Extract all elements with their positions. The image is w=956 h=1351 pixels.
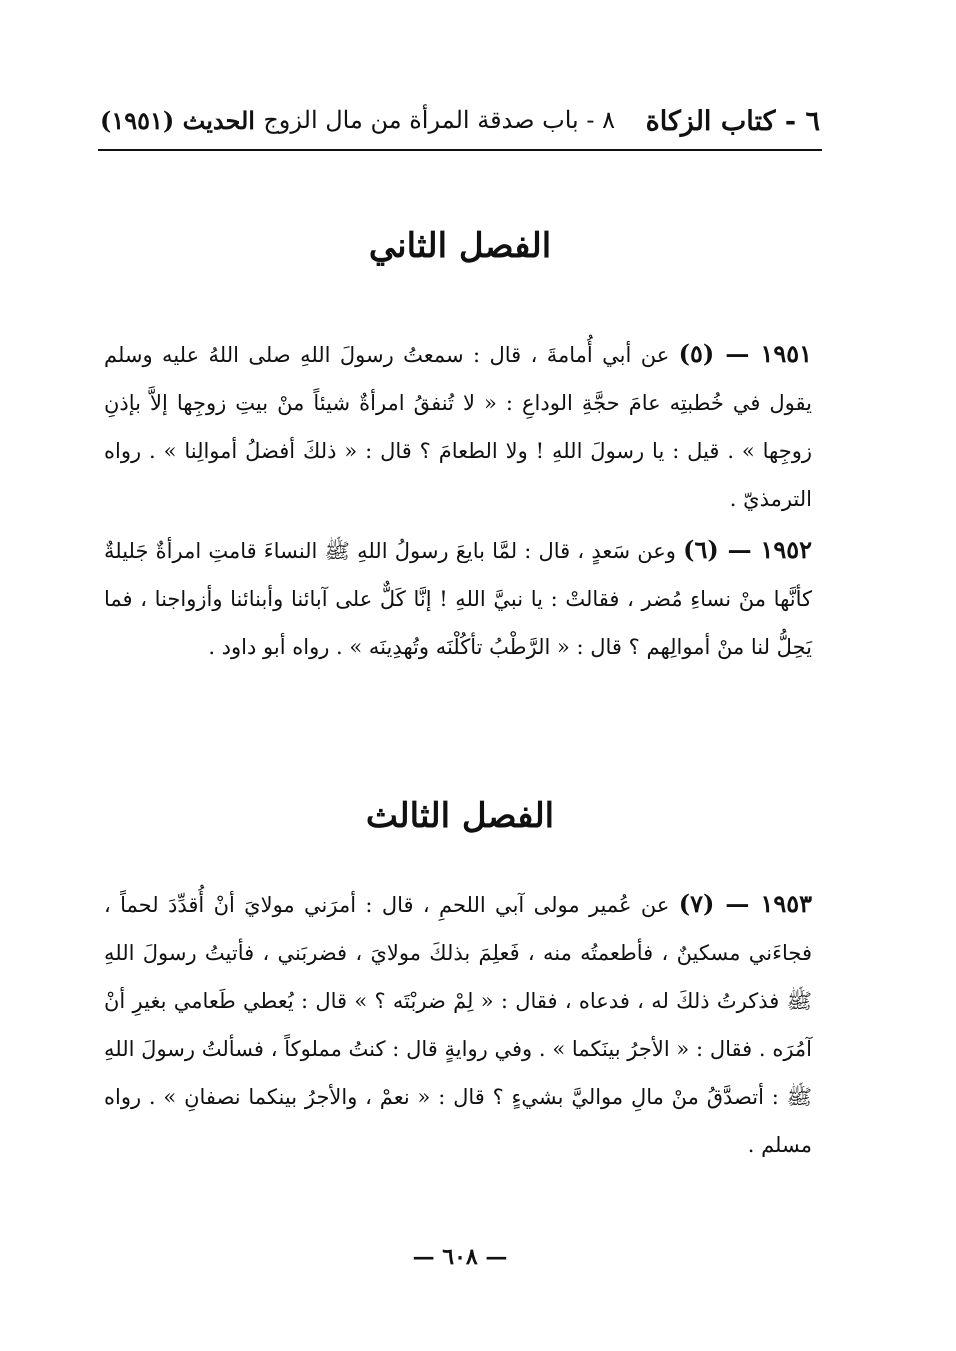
hadith-number: ١٩٥٣ — (٧) bbox=[678, 889, 812, 918]
chapter-title: ٨ - باب صدقة المرأة من مال الزوج bbox=[263, 106, 615, 134]
book-title: ٦ - كتاب الزكاة bbox=[645, 106, 820, 137]
page-number: — ٦٠٨ — bbox=[412, 1244, 508, 1270]
section-title-second: الفصل الثاني bbox=[368, 226, 552, 266]
hadith-1953 bbox=[104, 880, 812, 1169]
hadith-text: عن أبي أُمامةَ ، قال : سمعتُ رسولَ اللهِ صلى اللهُ عليه وسلم يقول في خُطبتِه عامَ حجَّةِ الوداعِ : « لا تُنفقُ امرأةٌ شيئاً منْ بيتِ زوجِها إلاَّ بإذنِ زوجِها » . قيل : يا رسولَ اللهِ ! ولا الطعامَ ؟ قال : « ذلكَ أفضلُ أموالِنا » . رواه الترمذيّ . bbox=[104, 343, 812, 511]
hadith-number: ١٩٥٢ — (٦) bbox=[683, 535, 812, 564]
header-divider bbox=[98, 149, 822, 151]
hadith-text: عن عُمير مولى آبي اللحمِ ، قال : أمرَني مولايَ أنْ أُقدِّدَ لحماً ، فجاءَني مسكينٌ ، فأطعمتُه منه ، فَعلِمَ بذلكَ مولايَ ، فضربَني ، فأتيتُ رسولَ اللهِ ﷺ فذكرتُ ذلكَ له ، فدعاه ، فقال : « لِمْ ضربْتَه ؟ » قال : يُعطي طَعامي بغيرِ أنْ آمُرَه . فقال : « الأجرُ بينَكما » . وفي روايةٍ قال : كنتُ مملوكاً ، فسألتُ رسولَ اللهِ ﷺ : أتصدَّقُ منْ مالِ مواليَّ بشيءٍ ؟ قال : « نعمْ ، والأجرُ بينكما نصفانِ » . رواه مسلم . bbox=[104, 893, 812, 1157]
hadith-1951 bbox=[104, 330, 812, 523]
hadith-text: وعن سَعدٍ ، قال : لمَّا بايعَ رسولُ اللهِ ﷺ النساءَ قامتِ امرأةٌ جَليلةٌ كأنَّها منْ نساءِ مُضر ، فقالتْ : يا نبيَّ اللهِ ! إنَّا كَلٌّ على آبائنا وأبنائنا وأزواجنا ، فما يَحِلُّ لنا منْ أموالِهم ؟ قال : « الرَّطْبُ تأكُلْنَه وتُهدِينَه » . رواه أبو داود . bbox=[104, 539, 812, 659]
running-header bbox=[100, 100, 820, 148]
hadith-1952 bbox=[104, 526, 812, 671]
hadith-number: ١٩٥١ — (٥) bbox=[678, 339, 812, 368]
section-title-third: الفصل الثالث bbox=[365, 796, 555, 836]
hadith-range: الحديث (١٩٥١) bbox=[100, 106, 255, 135]
